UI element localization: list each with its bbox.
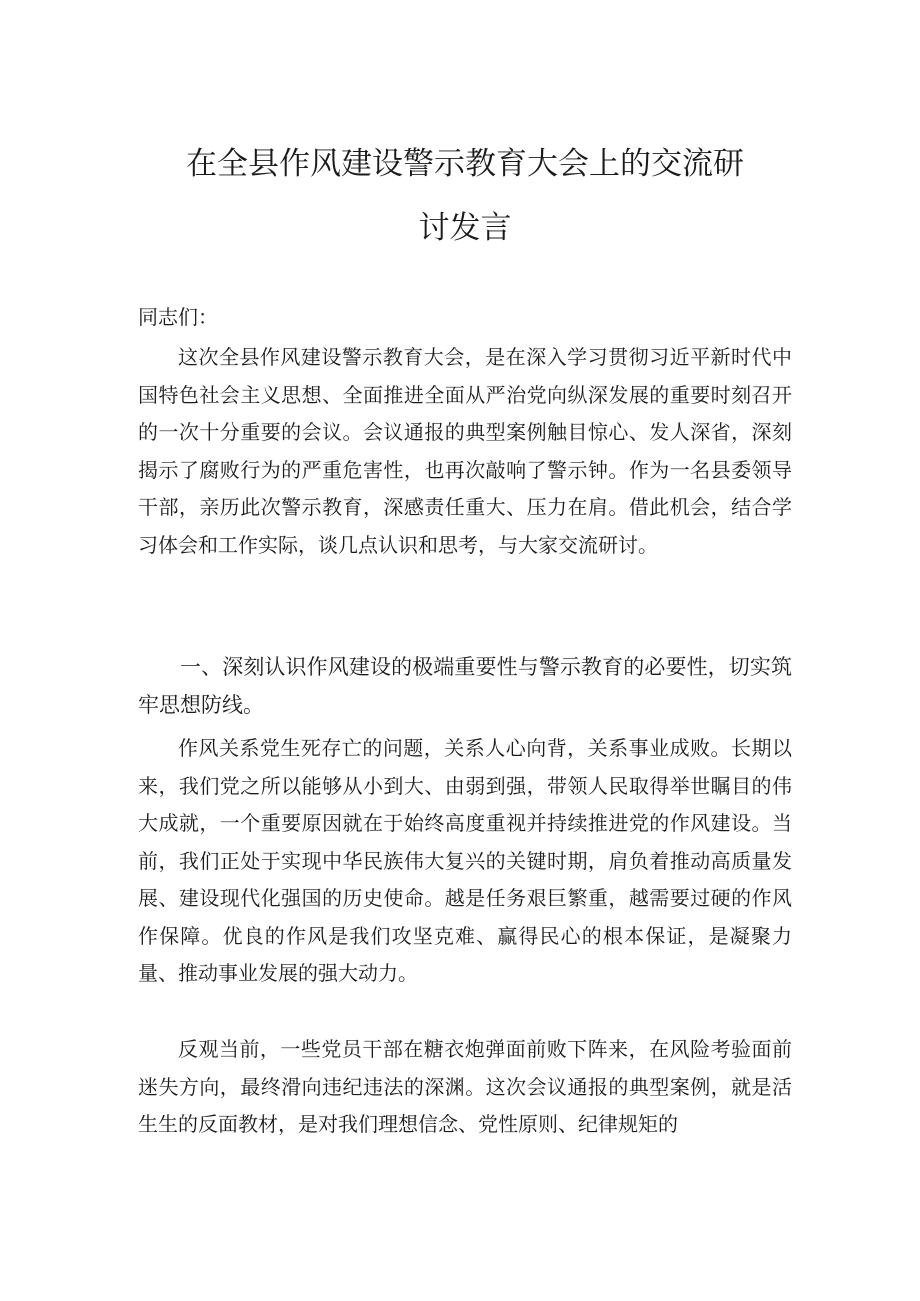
document-title-line-2: 讨发言 — [418, 210, 512, 246]
document-title-line-1: 在全县作风建设警示教育大会上的交流研 — [186, 146, 744, 182]
paragraph-section1-1: 作风关系党生死存亡的问题，关系人心向背，关系事业成败。长期以来，我们党之所以能够从小到大、由弱到强，带领人民取得举世瞩目的伟大成就，一个重要原因就在于始终高度重视并持续推进党的作风建设。当前，我们正处于实现中华民族伟大复兴的关键时期，肩负着推动高质量发展、建设现代化强国的历史使命。越是任务艰巨繁重，越需要过硬的作风作保障。优良的作风是我们攻坚克难、赢得民心的根本保证，是凝聚力量、推动事业发展的强大动力。 — [138, 736, 792, 985]
section-heading-1: 一、深刻认识作风建设的极端重要性与警示教育的必要性，切实筑牢思想防线。 — [138, 655, 792, 717]
paragraph-intro: 这次全县作风建设警示教育大会，是在深入学习贯彻习近平新时代中国特色社会主义思想、全面推进全面从严治党向纵深发展的重要时刻召开的一次十分重要的会议。会议通报的典型案例触目惊心、发人深省，深刻揭示了腐败行为的严重危害性，也再次敲响了警示钟。作为一名县委领导干部，亲历此次警示教育，深感责任重大、压力在肩。借此机会，结合学习体会和工作实际，谈几点认识和思考，与大家交流研讨。 — [138, 345, 792, 557]
salutation: 同志们： — [138, 305, 218, 329]
paragraph-section1-2: 反观当前，一些党员干部在糖衣炮弹面前败下阵来，在风险考验面前迷失方向，最终滑向违纪违法的深渊。这次会议通报的典型案例，就是活生生的反面教材，是对我们理想信念、党性原则、纪律规矩的 — [138, 1037, 792, 1136]
